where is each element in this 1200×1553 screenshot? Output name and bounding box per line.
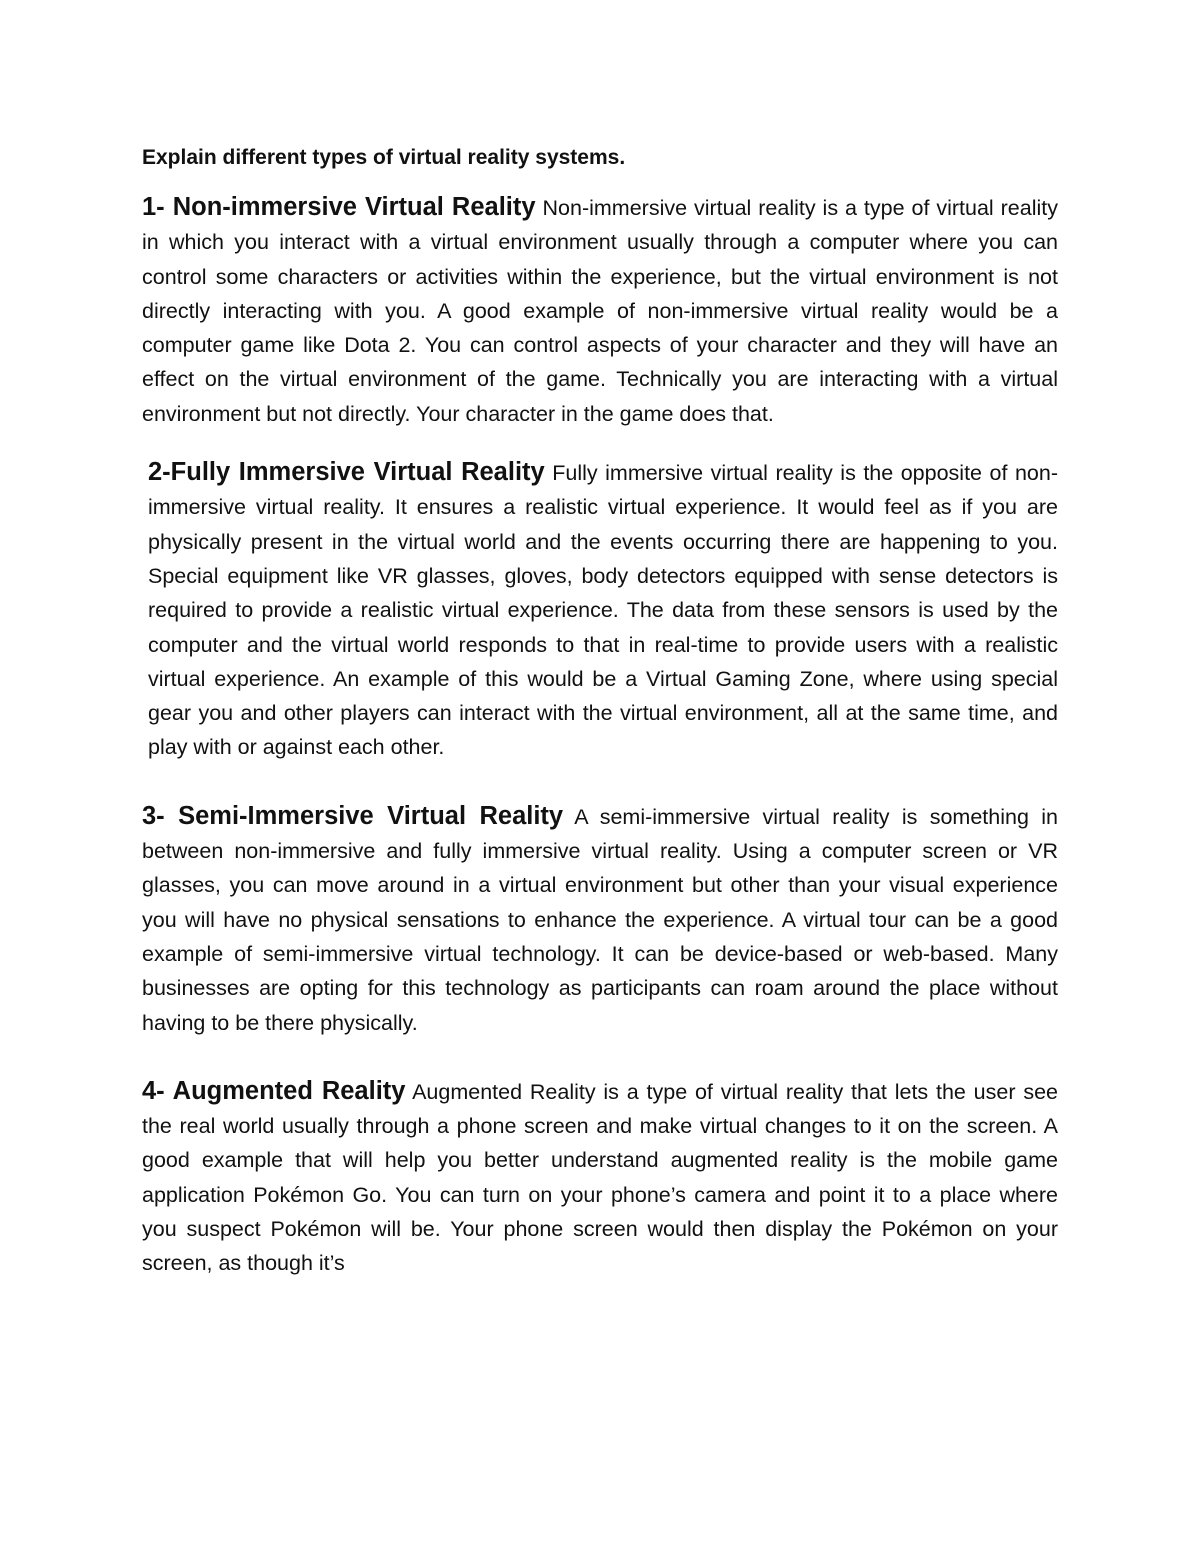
document-title: Explain different types of virtual reality systems. bbox=[142, 146, 626, 169]
section-body: Augmented Reality is a type of virtual reality that lets the user see the real world usually through a phone screen and make virtual changes to it on the screen. A good example that will help you better understand augmented reality is the mobile game application Pokémon Go. You can turn on your phone’s camera and point it to a place where you suspect Pokémon will be. Your phone screen would then display the Pokémon on your screen, as though it’s bbox=[142, 1079, 1058, 1276]
section-semi-immersive-vr bbox=[142, 799, 1058, 1040]
section-body: A semi-immersive virtual reality is something in between non-immersive and fully immersive virtual reality. Using a computer screen or VR glasses, you can move around in a virtual environment but other than your visual experience you will have no physical sensations to enhance the experience. A virtual tour can be a good example of semi-immersive virtual technology. It can be device-based or web-based. Many businesses are opting for this technology as participants can roam around the place without having to be there physically. bbox=[142, 804, 1058, 1035]
document-content bbox=[142, 140, 1058, 1281]
section-heading: 2-Fully Immersive Virtual Reality bbox=[148, 458, 545, 487]
section-heading: 1- Non-immersive Virtual Reality bbox=[142, 193, 536, 221]
section-heading: 3- Semi-Immersive Virtual Reality bbox=[142, 801, 564, 830]
section-fully-immersive-vr bbox=[142, 455, 1058, 765]
section-body: Fully immersive virtual reality is the opposite of non-immersive virtual reality. It ensures a realistic virtual experience. It would feel as if you are physically present in the virtual world and the events occurring there are happening to you. Special equipment like VR glasses, gloves, body detectors equipped with sense detectors is required to provide a realistic virtual experience. The data from these sensors is used by the computer and the virtual world responds to that in real-time to provide users with a realistic virtual experience. An example of this would be a Virtual Gaming Zone, where using special gear you and other players can interact with the virtual environment, all at the same time, and play with or against each other. bbox=[148, 461, 1058, 760]
section-augmented-reality bbox=[142, 1074, 1058, 1281]
section-non-immersive-vr bbox=[142, 190, 1058, 431]
section-body: Non-immersive virtual reality is a type of virtual reality in which you interact with a virtual environment usually through a computer where you can control some characters or activities within the experience, but the virtual environment is not directly interacting with you. A good example of non-immersive virtual reality would be a computer game like Dota 2. You can control aspects of your character and they will have an effect on the virtual environment of the game. Technically you are interacting with a virtual environment but not directly. Your character in the game does that. bbox=[142, 196, 1058, 426]
section-heading: 4- Augmented Reality bbox=[142, 1076, 406, 1105]
